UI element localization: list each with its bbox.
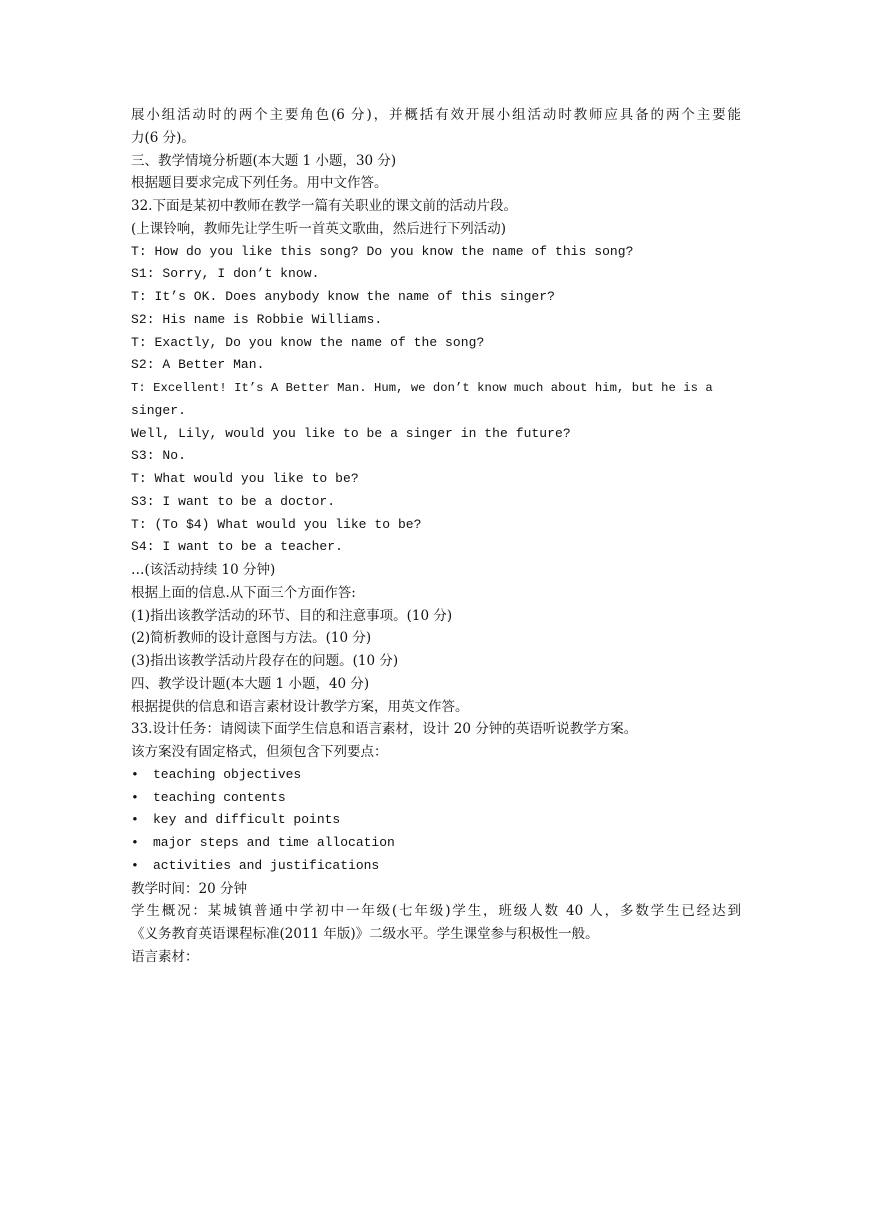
bullet-item [131, 832, 741, 855]
bullet-text: activities and justifications [153, 857, 380, 873]
bullet-item [131, 809, 741, 832]
task-item: (2)简析教师的设计意图与方法。(10 分) [131, 630, 372, 647]
dialogue-line: T: Exactly, Do you know the name of the song? [131, 334, 485, 350]
bullet-icon: • [131, 789, 139, 805]
instruction-text: 该方案没有固定格式，但须包含下列要点： [131, 744, 388, 760]
dialogue-line: T: Excellent! It’s A Better Man. Hum, we don’t know much about him, but he is a [131, 381, 713, 395]
info-line: 语言素材： [131, 948, 199, 965]
bullet-text: major steps and time allocation [153, 835, 395, 850]
dialogue-line: singer. [131, 402, 186, 418]
question-title: 32.下面是某初中教师在教学一篇有关职业的课文前的活动片段。 [131, 198, 517, 214]
info-line: 教学时间：20 分钟 [131, 880, 247, 897]
bullet-item [131, 855, 741, 878]
dialogue-line: S4: I want to be a teacher. [131, 539, 343, 555]
dialogue-line: Well, Lily, would you like to be a singer in the future? [131, 425, 571, 441]
bullet-text: teaching contents [153, 789, 286, 805]
question-title: 33.设计任务：请阅读下面学生信息和语言素材，设计 20 分钟的英语听说教学方案。 [131, 721, 638, 738]
dialogue-line: T: What would you like to be? [131, 471, 359, 486]
stage-direction: …(该活动持续 10 分钟) [131, 562, 276, 578]
instruction-text: 根据题目要求完成下列任务。用中文作答。 [131, 175, 388, 192]
bullet-icon: • [131, 857, 139, 873]
stage-direction: (上课铃响，教师先让学生听一首英文歌曲，然后进行下列活动) [131, 220, 507, 237]
instruction-text: 根据提供的信息和语言素材设计教学方案，用英文作答。 [131, 698, 469, 715]
dialogue-line: T: How do you like this song? Do you know the name of this song? [131, 243, 634, 259]
bullet-item [131, 787, 741, 810]
bullet-icon: • [131, 835, 139, 850]
dialogue-line: T: (To $4) What would you like to be? [131, 516, 422, 532]
dialogue-line: S2: A Better Man. [131, 357, 265, 373]
dialogue-line: S3: No. [131, 448, 186, 464]
bullet-icon: • [131, 812, 139, 828]
document-body [131, 104, 741, 969]
section-heading: 三、教学情境分析题(本大题 1 小题，30 分) [131, 152, 397, 169]
text-line: 展小组活动时的两个主要角色(6 分)，并概括有效开展小组活动时教师应具备的两个主要能 [131, 107, 741, 123]
info-line: 学生概况：某城镇普通中学初中一年级(七年级)学生，班级人数 40 人，多数学生已经达到 [131, 903, 741, 920]
instruction-text: 根据上面的信息.从下面三个方面作答: [131, 584, 356, 601]
task-item: (1)指出该教学活动的环节、目的和注意事项。(10 分) [131, 607, 453, 624]
dialogue-line: S1: Sorry, I don’t know. [131, 266, 320, 282]
dialogue-line: S3: I want to be a doctor. [131, 493, 336, 509]
info-line: 《义务教育英语课程标准(2011 年版)》二级水平。学生课堂参与积极性一般。 [131, 926, 599, 942]
bullet-item [131, 764, 741, 787]
dialogue-line: T: It’s OK. Does anybody know the name of this singer? [131, 289, 555, 304]
section-heading: 四、教学设计题(本大题 1 小题，40 分) [131, 675, 370, 692]
bullet-icon: • [131, 766, 139, 782]
dialogue-line: S2: His name is Robbie Williams. [131, 311, 383, 327]
text-line: 力(6 分)。 [131, 129, 195, 146]
task-item: (3)指出该教学活动片段存在的问题。(10 分) [131, 653, 399, 669]
bullet-text: key and difficult points [153, 812, 341, 828]
bullet-text: teaching objectives [153, 766, 302, 782]
